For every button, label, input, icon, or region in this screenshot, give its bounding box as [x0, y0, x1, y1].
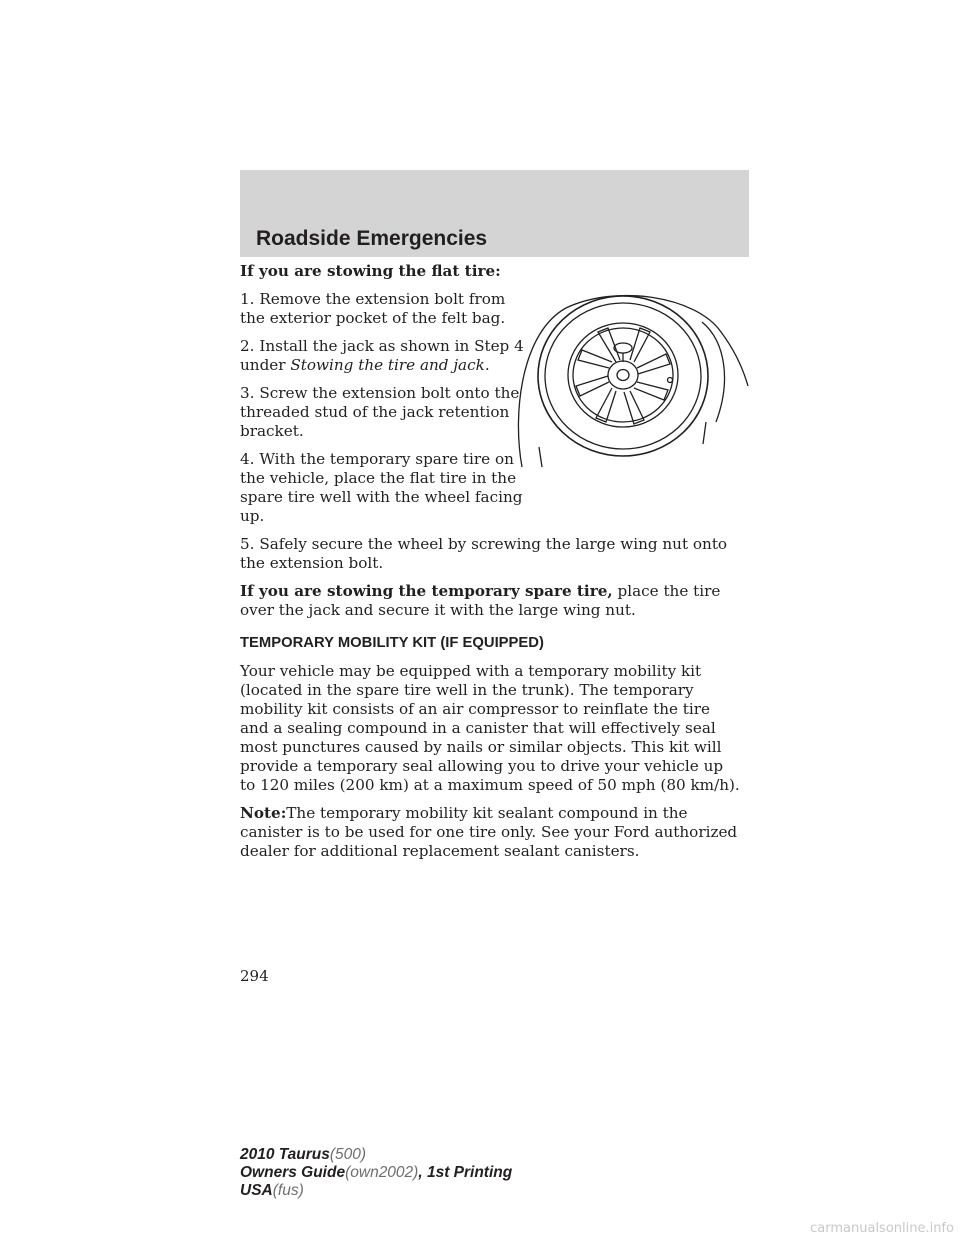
- footer-guide-code: (own2002): [345, 1164, 419, 1181]
- note-label: Note:: [240, 804, 287, 822]
- spare-tire-illustration: [506, 292, 750, 476]
- note-text: The temporary mobility kit sealant compound in the canister is to be used for one tire only. See your Ford authorized dealer for additional replacement sealant canisters.: [240, 804, 738, 860]
- footer-market: USA: [240, 1182, 273, 1199]
- document-footer: [240, 1146, 512, 1200]
- footer-model-code: (500): [329, 1146, 367, 1163]
- wheel-rim: [568, 323, 678, 427]
- hub-center: [617, 370, 629, 381]
- watermark: carmanualsonline.info: [810, 1221, 954, 1236]
- footer-guide-line: [240, 1164, 512, 1182]
- step-5: 5. Safely secure the wheel by screwing the large wing nut onto the extension bolt.: [240, 535, 728, 572]
- step-2-text: 2. Install the jack as shown in Step 4 under: [240, 337, 524, 374]
- step-4: 4. With the temporary spare tire on the vehicle, place the flat tire in the spare tire well with the wheel facing up.: [240, 450, 523, 525]
- wheel-rim-inner: [573, 328, 673, 422]
- header-band: [240, 170, 749, 257]
- spare-tire-drawing: [506, 292, 750, 476]
- step-2-end: .: [484, 356, 490, 374]
- footer-printing: , 1st Printing: [418, 1164, 513, 1181]
- stowing-flat-heading: If you are stowing the flat tire:: [240, 262, 501, 280]
- wing-nut-icon: [614, 343, 632, 353]
- mobility-kit-note: [240, 804, 740, 861]
- well-right-edge: [703, 422, 706, 444]
- stowing-spare-lead: If you are stowing the temporary spare tire,: [240, 582, 613, 600]
- footer-guide: Owners Guide: [240, 1164, 346, 1181]
- section-title: Roadside Emergencies: [256, 227, 488, 250]
- well-inner-edge: [702, 322, 724, 422]
- mobility-kit-heading: TEMPORARY MOBILITY KIT (IF EQUIPPED): [240, 635, 544, 651]
- step-1: 1. Remove the extension bolt from the exterior pocket of the felt bag.: [240, 290, 506, 327]
- stowing-spare-paragraph: [240, 582, 740, 620]
- step-2-reference: Stowing the tire and jack: [290, 356, 485, 374]
- step-2: [240, 337, 530, 375]
- mobility-kit-paragraph: Your vehicle may be equipped with a temporary mobility kit (located in the spare tire well in the trunk). The temporary mobility kit consists of an air compressor to reinflate the tire and a sealing compound in a canister that will effectively seal most punctures caused by nails or similar objects. This kit will provide a temporary seal allowing you to drive your vehicle up to 120 miles (200 km) at a maximum speed of 50 mph (80 km/h).: [240, 662, 740, 794]
- footer-model-line: [240, 1146, 512, 1164]
- well-left-edge: [539, 447, 542, 467]
- footer-model: 2010 Taurus: [240, 1146, 330, 1163]
- footer-market-line: [240, 1182, 512, 1200]
- stowing-spare-text: place the tire over the jack and secure it with the large wing nut.: [240, 582, 721, 619]
- spare-tire-well-outline: [518, 296, 748, 467]
- footer-market-code: (fus): [272, 1182, 304, 1199]
- wheel-hub: [608, 361, 638, 389]
- page-number: 294: [240, 967, 269, 985]
- step-3: 3. Screw the extension bolt onto the threaded stud of the jack retention bracket.: [240, 384, 520, 440]
- valve-stem: [668, 378, 673, 383]
- tire-outer: [538, 296, 708, 456]
